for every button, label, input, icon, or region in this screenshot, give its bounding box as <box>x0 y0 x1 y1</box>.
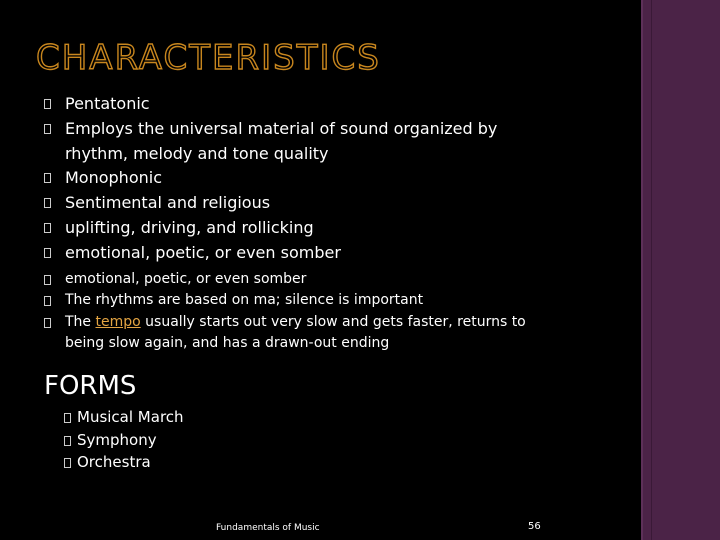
bullet-box-icon <box>44 99 51 109</box>
bullet-item <box>44 166 604 191</box>
forms-heading: FORMS <box>44 371 137 401</box>
bullet-text: The rhythms are based on ma; silence is important <box>65 292 424 309</box>
bullet-box-icon <box>64 436 71 446</box>
bullet-item <box>44 312 604 355</box>
form-item <box>64 451 184 474</box>
bullet-text: Pentatonic <box>65 94 150 113</box>
bullet-text: emotional, poetic, or even somber <box>65 242 341 262</box>
characteristics-list <box>44 92 604 355</box>
bullet-box-icon <box>64 458 71 468</box>
form-item-text: Symphony <box>77 430 157 449</box>
bullet-item <box>44 241 604 266</box>
bullet-box-icon <box>44 124 51 134</box>
bullet-text: emotional, poetic, or even somber <box>65 270 307 287</box>
page-number: 56 <box>528 521 541 532</box>
bullet-text-suffix: usually starts out very slow and gets faster, returns to <box>140 313 526 330</box>
bullet-box-icon <box>44 223 51 233</box>
bullet-item <box>44 290 604 312</box>
tempo-link[interactable]: tempo <box>95 313 141 330</box>
bullet-box-icon <box>44 198 51 208</box>
bullet-text: Employs the universal material of sound organized by <box>65 118 498 138</box>
slide-title: CHARACTERISTICS <box>36 38 381 78</box>
bullet-box-icon <box>44 275 51 285</box>
forms-list <box>64 406 184 474</box>
bullet-text: Monophonic <box>65 168 162 188</box>
bullet-box-icon <box>44 173 51 183</box>
bullet-item <box>44 92 604 117</box>
bullet-box-icon <box>44 318 51 328</box>
side-panel <box>641 0 720 540</box>
bullet-text: Sentimental and religious <box>65 193 271 213</box>
form-item <box>64 406 184 429</box>
bullet-item <box>44 191 604 216</box>
bullet-item <box>44 269 604 291</box>
bullet-item <box>44 216 604 241</box>
form-item <box>64 429 184 452</box>
bullet-text-continuation: rhythm, melody and tone quality <box>65 143 329 163</box>
footer-text: Fundamentals of Music <box>216 523 320 533</box>
bullet-text-prefix: The <box>65 313 96 330</box>
bullet-box-icon <box>44 296 51 306</box>
bullet-box-icon <box>64 413 71 423</box>
form-item-text: Musical March <box>77 408 184 426</box>
form-item-text: Orchestra <box>77 453 151 472</box>
bullet-box-icon <box>44 248 51 258</box>
bullet-text-continuation: being slow again, and has a drawn-out ending <box>65 335 390 352</box>
bullet-text: uplifting, driving, and rollicking <box>65 217 314 237</box>
bullet-item <box>44 117 604 167</box>
